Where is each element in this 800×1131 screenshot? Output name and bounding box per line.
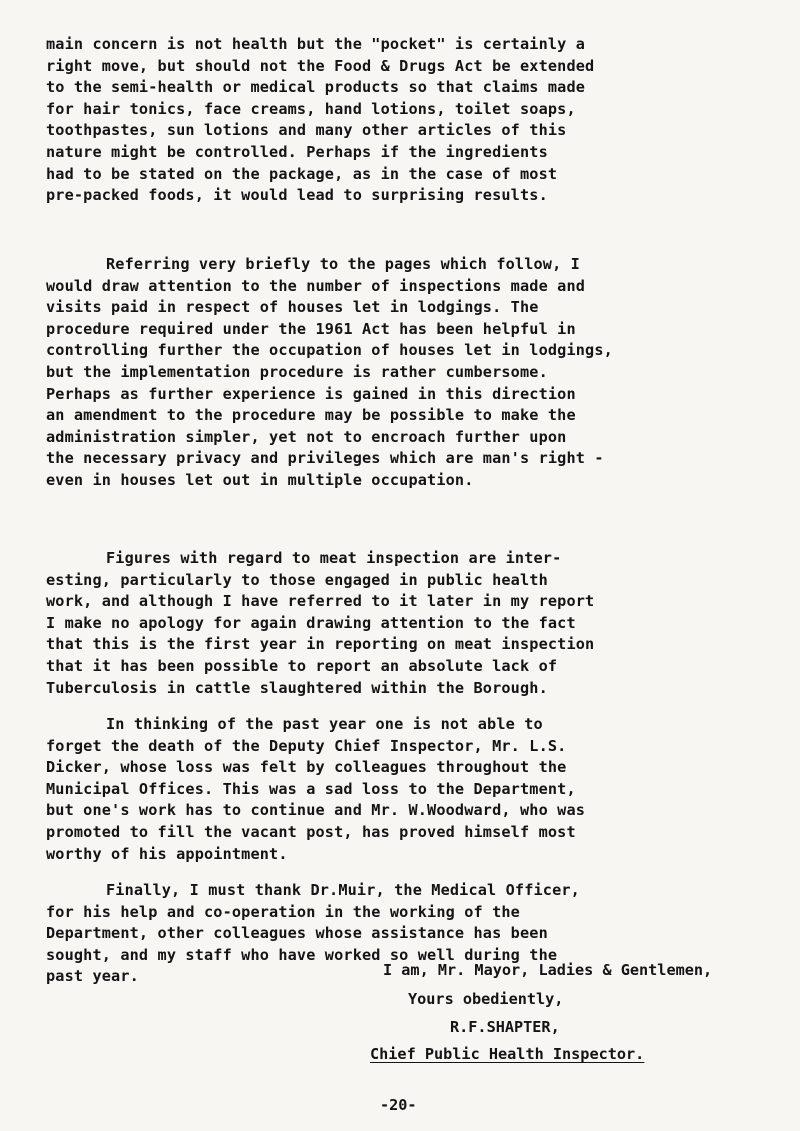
text-line: nature might be controlled. Perhaps if the ingredients	[46, 142, 548, 161]
text-line: procedure required under the 1961 Act has been helpful in	[46, 319, 576, 338]
text-line: In thinking of the past year one is not able to	[106, 715, 543, 733]
text-line: for his help and co-operation in the working of the	[46, 902, 520, 921]
page-number: -20-	[380, 1096, 417, 1114]
text-line: that it has been possible to report an absolute lack of	[46, 656, 558, 675]
signatory-title-line: Chief Public Health Inspector.	[370, 1045, 645, 1063]
text-line: Department, other colleagues whose assistance has been	[46, 924, 548, 943]
text-line: administration simpler, yet not to encroach further upon	[46, 427, 567, 446]
text-line: Figures with regard to meat inspection are inter-	[106, 549, 562, 567]
text-line: but one's work has to continue and Mr. W.Woodward, who was	[46, 801, 586, 820]
signatory-name	[450, 1013, 560, 1041]
text-line: right move, but should not the Food & Drugs Act be extended	[46, 56, 595, 75]
text-line: the necessary privacy and privileges which are man's right -	[46, 449, 604, 468]
valediction	[408, 985, 563, 1013]
text-line: had to be stated on the package, as in the case of most	[46, 164, 558, 183]
text-line: Perhaps as further experience is gained in this direction	[46, 384, 576, 403]
text-line: Referring very briefly to the pages which follow, I	[106, 255, 580, 273]
text-line: esting, particularly to those engaged in public health	[46, 570, 548, 589]
text-line: Municipal Offices. This was a sad loss to the Department,	[46, 779, 576, 798]
salutation-line: I am, Mr. Mayor, Ladies & Gentlemen,	[383, 961, 713, 979]
text-line: visits paid in respect of houses let in lodgings. The	[46, 298, 539, 317]
text-line: toothpastes, sun lotions and many other articles of this	[46, 121, 567, 140]
text-line: past year.	[46, 967, 139, 986]
text-line: controlling further the occupation of houses let in lodgings,	[46, 341, 613, 360]
text-line: main concern is not health but the "pocket" is certainly a	[46, 35, 586, 53]
valediction-line: Yours obediently,	[408, 990, 564, 1008]
text-line: Tuberculosis in cattle slaughtered within the Borough.	[46, 678, 548, 697]
salutation	[383, 956, 712, 984]
text-line: I make no apology for again drawing attention to the fact	[46, 613, 576, 632]
text-line: but the implementation procedure is rather cumbersome.	[46, 362, 548, 381]
text-line: forget the death of the Deputy Chief Inspector, Mr. L.S.	[46, 736, 567, 755]
text-line: an amendment to the procedure may be possible to make the	[46, 406, 576, 425]
paragraph-2	[46, 254, 776, 492]
signatory-title	[370, 1040, 644, 1068]
text-line: Finally, I must thank Dr.Muir, the Medical Officer,	[106, 881, 580, 899]
text-line: even in houses let out in multiple occupation.	[46, 470, 474, 489]
text-line: sought, and my staff who have worked so well during the	[46, 945, 558, 964]
text-line: for hair tonics, face creams, hand lotions, toilet soaps,	[46, 99, 576, 118]
text-line: promoted to fill the vacant post, has proved himself most	[46, 822, 576, 841]
text-line: Dicker, whose loss was felt by colleagues throughout the	[46, 758, 567, 777]
signatory-name-line: R.F.SHAPTER,	[450, 1018, 560, 1036]
paragraph-3	[46, 548, 776, 699]
paragraph-4	[46, 714, 776, 865]
text-line: work, and although I have referred to it later in my report	[46, 592, 595, 611]
paragraph-1	[46, 34, 776, 207]
text-line: that this is the first year in reporting on meat inspection	[46, 635, 595, 654]
text-line: to the semi-health or medical products so that claims made	[46, 78, 586, 97]
text-line: pre-packed foods, it would lead to surprising results.	[46, 186, 548, 205]
text-line: worthy of his appointment.	[46, 844, 288, 863]
text-line: would draw attention to the number of inspections made and	[46, 276, 586, 295]
